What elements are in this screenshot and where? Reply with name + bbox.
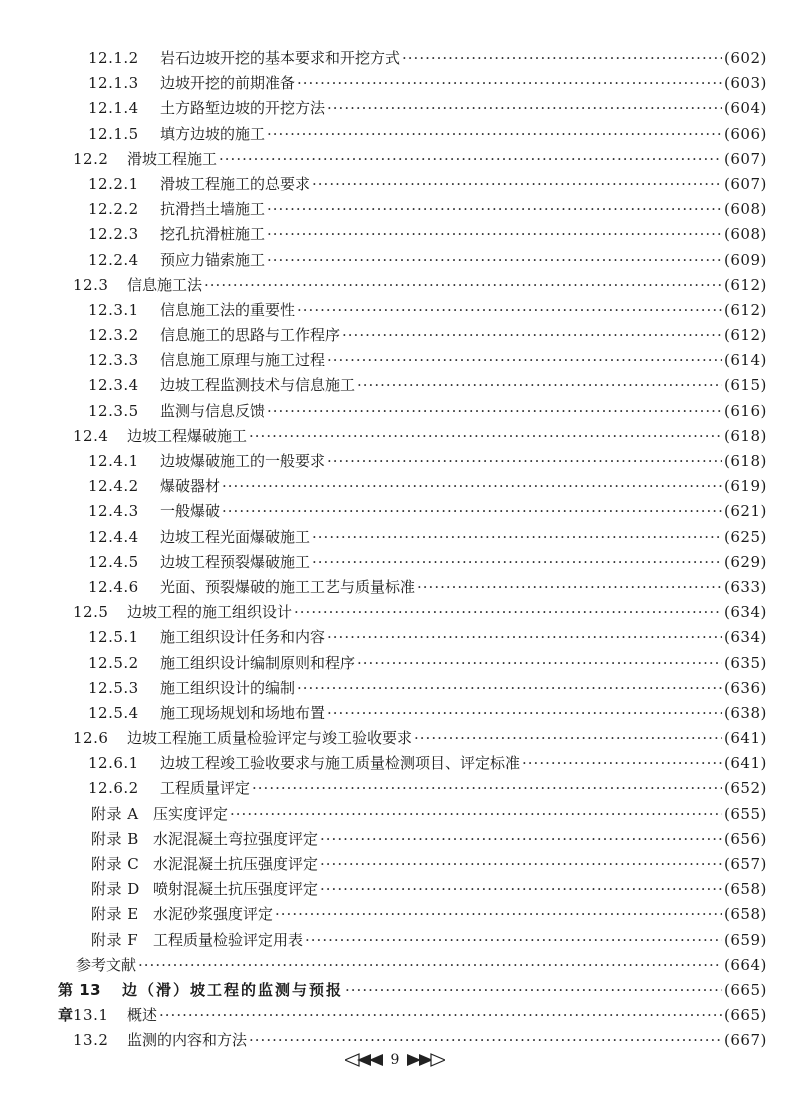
toc-entry[interactable] xyxy=(0,902,790,927)
dot-leader xyxy=(320,877,722,902)
toc-entry-page: (608) xyxy=(724,200,767,219)
toc-entry[interactable] xyxy=(0,273,790,298)
toc-entry-title: 监测的内容和方法 xyxy=(127,1031,248,1050)
toc-entry-title: 信息施工法 xyxy=(127,275,203,294)
toc-entry-page: (603) xyxy=(724,74,767,93)
dot-leader xyxy=(357,651,722,676)
toc-entry-title: 水泥混凝土抗压强度评定 xyxy=(153,855,319,873)
toc-entry-page: (638) xyxy=(724,703,767,722)
toc-entry-number: 12.1.3 xyxy=(88,74,139,93)
toc-entry-page: (608) xyxy=(724,225,767,244)
dot-leader xyxy=(327,449,722,474)
toc-entry-title: 信息施工原理与施工过程 xyxy=(160,351,326,370)
toc-entry[interactable] xyxy=(0,550,790,575)
dot-leader xyxy=(417,575,722,600)
toc-entry-title: 边坡工程爆破施工 xyxy=(127,426,248,445)
toc-entry-number: 12.4.4 xyxy=(88,527,139,546)
dot-leader xyxy=(204,273,722,298)
toc-entry-title: 信息施工法的重要性 xyxy=(160,300,296,319)
toc-entry[interactable] xyxy=(0,575,790,600)
toc-entry[interactable] xyxy=(0,1003,790,1028)
dot-leader xyxy=(267,399,722,424)
toc-entry-number: 12.2.3 xyxy=(88,225,139,244)
dot-leader xyxy=(297,71,722,96)
toc-entry-number: 13.2 xyxy=(73,1031,109,1050)
toc-entry[interactable] xyxy=(0,348,790,373)
dot-leader xyxy=(267,197,722,222)
toc-entry-number: 12.5.2 xyxy=(88,653,139,672)
toc-entry[interactable] xyxy=(0,474,790,499)
toc-entry-page: (636) xyxy=(724,678,767,697)
toc-entry[interactable] xyxy=(0,449,790,474)
toc-entry-title: 光面、预裂爆破的施工工艺与质量标准 xyxy=(160,577,416,596)
toc-entry-number: 附录 C xyxy=(91,855,140,873)
toc-entry[interactable] xyxy=(0,147,790,172)
toc-entry[interactable] xyxy=(0,424,790,449)
toc-entry-number: 12.3 xyxy=(73,275,109,294)
toc-entry-page: (618) xyxy=(724,426,767,445)
toc-entry-title: 边坡工程竣工验收要求与施工质量检测项目、评定标准 xyxy=(160,754,521,773)
toc-entry-title: 一般爆破 xyxy=(160,502,221,521)
toc-entry-title: 参考文献 xyxy=(76,955,137,974)
toc-entry[interactable] xyxy=(0,751,790,776)
toc-entry-page: (657) xyxy=(724,855,767,873)
toc-entry-number: 13.1 xyxy=(73,1006,109,1025)
toc-entry-number: 12.3.2 xyxy=(88,326,139,345)
toc-entry[interactable] xyxy=(0,197,790,222)
dot-leader xyxy=(267,122,722,147)
dot-leader xyxy=(267,248,722,273)
toc-entry-number: 12.2 xyxy=(73,149,109,168)
dot-leader xyxy=(345,978,722,1003)
toc-entry-title: 边（滑）坡工程的监测与预报 xyxy=(122,980,344,999)
toc-entry-page: (635) xyxy=(724,653,767,672)
toc-entry-title: 边坡工程预裂爆破施工 xyxy=(160,552,311,571)
dot-leader xyxy=(249,424,722,449)
toc-entry-page: (615) xyxy=(724,376,767,395)
dot-leader xyxy=(138,953,722,978)
toc-entry-title: 预应力锚索施工 xyxy=(160,250,266,269)
dot-leader xyxy=(414,726,722,751)
toc-entry[interactable] xyxy=(0,248,790,273)
toc-entry-title: 概述 xyxy=(127,1006,158,1025)
toc-entry-number: 12.4.5 xyxy=(88,552,139,571)
toc-entry[interactable] xyxy=(0,928,790,953)
toc-entry-number: 附录 E xyxy=(91,905,139,924)
toc-entry-page: (667) xyxy=(724,1031,767,1050)
toc-entry-number: 附录 F xyxy=(91,930,139,949)
toc-entry-page: (652) xyxy=(724,779,767,798)
dot-leader xyxy=(252,776,722,801)
dot-leader xyxy=(342,323,722,348)
toc-entry-title: 施工现场规划和场地布置 xyxy=(160,703,326,722)
toc-entry-page: (614) xyxy=(724,351,767,370)
toc-entry[interactable] xyxy=(0,600,790,625)
toc-entry-page: (659) xyxy=(724,930,767,949)
dot-leader xyxy=(357,373,722,398)
dot-leader xyxy=(312,525,722,550)
dot-leader xyxy=(222,474,722,499)
dot-leader xyxy=(222,499,722,524)
toc-entry[interactable] xyxy=(0,827,790,852)
toc-entry-number: 12.5.4 xyxy=(88,703,139,722)
toc-entry-number: 12.2.2 xyxy=(88,200,139,219)
toc-entry-page: (606) xyxy=(724,124,767,143)
toc-entry-page: (633) xyxy=(724,577,767,596)
toc-entry[interactable] xyxy=(0,877,790,902)
toc-entry-title: 水泥砂浆强度评定 xyxy=(153,905,274,924)
toc-entry-title: 水泥混凝土弯拉强度评定 xyxy=(153,829,319,848)
toc-entry-number: 12.1.2 xyxy=(88,49,139,67)
toc-entry-title: 滑坡工程施工 xyxy=(127,149,218,168)
toc-entry[interactable] xyxy=(0,625,790,650)
toc-entry-number: 12.1.4 xyxy=(88,99,139,118)
toc-entry-title: 岩石边坡开挖的基本要求和开挖方式 xyxy=(160,49,401,67)
toc-entry[interactable] xyxy=(0,1028,790,1053)
dot-leader xyxy=(275,902,722,927)
toc-entry[interactable] xyxy=(0,172,790,197)
toc-entry-number: 12.4.1 xyxy=(88,452,139,470)
toc-entry-page: (665) xyxy=(724,1006,767,1025)
left-arrows-icon xyxy=(345,1053,385,1067)
toc-entry[interactable] xyxy=(0,802,790,827)
toc-entry-number: 12.4.2 xyxy=(88,477,139,496)
right-arrows-icon xyxy=(405,1053,445,1067)
toc-entry-number: 12.1.5 xyxy=(88,124,139,143)
toc-entry-number: 12.3.5 xyxy=(88,401,139,420)
toc-entry[interactable] xyxy=(0,676,790,701)
toc-entry[interactable] xyxy=(0,651,790,676)
toc-entry-page: (665) xyxy=(724,980,767,999)
toc-entry-page: (618) xyxy=(724,452,767,470)
toc-entry-number: 12.3.4 xyxy=(88,376,139,395)
toc-entry-page: (658) xyxy=(724,905,767,924)
toc-entry-number: 附录 B xyxy=(91,829,139,848)
toc-entry-title: 填方边坡的施工 xyxy=(160,124,266,143)
toc-entry-page: (634) xyxy=(724,628,767,647)
toc-entry[interactable] xyxy=(0,46,790,71)
toc-entry-number: 12.6.2 xyxy=(88,779,139,798)
toc-entry-page: (658) xyxy=(724,880,767,899)
toc-entry[interactable] xyxy=(0,222,790,247)
toc-entry-number: 12.4.6 xyxy=(88,577,139,596)
dot-leader xyxy=(327,625,722,650)
toc-entry-title: 工程质量评定 xyxy=(160,779,251,798)
dot-leader xyxy=(294,600,722,625)
toc-entry[interactable] xyxy=(0,776,790,801)
toc-entry-title: 工程质量检验评定用表 xyxy=(153,930,304,949)
dot-leader xyxy=(312,550,722,575)
dot-leader xyxy=(219,147,722,172)
toc-entry-title: 挖孔抗滑桩施工 xyxy=(160,225,266,244)
toc-entry-title: 监测与信息反馈 xyxy=(160,401,266,420)
toc-entry[interactable] xyxy=(0,373,790,398)
dot-leader xyxy=(327,96,722,121)
dot-leader xyxy=(312,172,722,197)
dot-leader xyxy=(249,1028,722,1053)
toc-entry[interactable] xyxy=(0,499,790,524)
toc-entry-page: (641) xyxy=(724,754,767,773)
toc-entry-title: 施工组织设计编制原则和程序 xyxy=(160,653,356,672)
toc-entry-title: 抗滑挡土墙施工 xyxy=(160,200,266,219)
toc-entry[interactable] xyxy=(0,701,790,726)
toc-entry-number: 12.2.1 xyxy=(88,174,139,193)
toc-entry-title: 土方路堑边坡的开挖方法 xyxy=(160,99,326,118)
toc-entry-number: 12.5.1 xyxy=(88,628,139,647)
dot-leader xyxy=(297,298,722,323)
toc-entry-number: 12.2.4 xyxy=(88,250,139,269)
toc-entry-title: 施工组织设计的编制 xyxy=(160,678,296,697)
dot-leader xyxy=(522,751,722,776)
dot-leader xyxy=(267,222,722,247)
toc-entry-page: (604) xyxy=(724,99,767,118)
toc-entry-page: (607) xyxy=(724,149,767,168)
toc-entry-page: (612) xyxy=(724,300,767,319)
dot-leader xyxy=(327,701,722,726)
toc-entry-page: (634) xyxy=(724,603,767,622)
toc-entry-title: 压实度评定 xyxy=(153,804,229,823)
toc-entry-title: 滑坡工程施工的总要求 xyxy=(160,174,311,193)
toc-entry-page: (656) xyxy=(724,829,767,848)
toc-entry-page: (609) xyxy=(724,250,767,269)
toc-entry-title: 边坡工程施工质量检验评定与竣工验收要求 xyxy=(127,729,413,748)
toc-entry[interactable] xyxy=(0,953,790,978)
toc-entry[interactable] xyxy=(0,525,790,550)
toc-entry-page: (612) xyxy=(724,275,767,294)
toc-entry[interactable] xyxy=(0,71,790,96)
toc-entry-title: 边坡工程光面爆破施工 xyxy=(160,527,311,546)
toc-entry[interactable] xyxy=(0,399,790,424)
toc-entry-number: 12.5.3 xyxy=(88,678,139,697)
toc-entry-page: (625) xyxy=(724,527,767,546)
dot-leader xyxy=(402,46,722,71)
toc-entry-number: 12.5 xyxy=(73,603,109,622)
toc-entry-title: 边坡工程的施工组织设计 xyxy=(127,603,293,622)
toc-entry[interactable] xyxy=(0,96,790,121)
toc-entry-page: (607) xyxy=(724,174,767,193)
toc-entry-page: (641) xyxy=(724,729,767,748)
toc-entry-title: 喷射混凝土抗压强度评定 xyxy=(153,880,319,899)
toc-entry[interactable] xyxy=(0,122,790,147)
dot-leader xyxy=(320,827,722,852)
toc-entry-page: (664) xyxy=(724,955,767,974)
dot-leader xyxy=(305,928,722,953)
dot-leader xyxy=(297,676,722,701)
toc-entry[interactable] xyxy=(0,726,790,751)
dot-leader xyxy=(320,852,722,877)
toc-entry-title: 边坡爆破施工的一般要求 xyxy=(160,452,326,470)
toc-entry-number: 第 13 章 xyxy=(58,980,102,1025)
toc-entry-number: 附录 D xyxy=(91,880,140,899)
toc-entry-page: (602) xyxy=(724,49,767,67)
toc-entry-title: 边坡工程监测技术与信息施工 xyxy=(160,376,356,395)
toc-entry-number: 附录 A xyxy=(91,804,139,823)
toc-entry-number: 12.6 xyxy=(73,729,109,748)
toc-entry-number: 12.3.3 xyxy=(88,351,139,370)
toc-entry-title: 施工组织设计任务和内容 xyxy=(160,628,326,647)
toc-entry[interactable] xyxy=(0,852,790,877)
toc-entry-title: 边坡开挖的前期准备 xyxy=(160,74,296,93)
dot-leader xyxy=(327,348,722,373)
toc-entry-number: 12.6.1 xyxy=(88,754,139,773)
dot-leader xyxy=(159,1003,722,1028)
page-footer xyxy=(0,1052,790,1068)
toc-entry-page: (629) xyxy=(724,552,767,571)
toc-entry-number: 12.4 xyxy=(73,426,109,445)
table-of-contents xyxy=(0,46,790,1054)
toc-entry[interactable] xyxy=(0,323,790,348)
toc-entry-page: (619) xyxy=(724,477,767,496)
toc-entry-page: (612) xyxy=(724,326,767,345)
toc-entry-number: 12.4.3 xyxy=(88,502,139,521)
page-number: 9 xyxy=(390,1052,400,1068)
toc-entry-page: (616) xyxy=(724,401,767,420)
toc-entry-title: 爆破器材 xyxy=(160,477,221,496)
toc-entry-title: 信息施工的思路与工作程序 xyxy=(160,326,341,345)
toc-entry-number: 12.3.1 xyxy=(88,300,139,319)
dot-leader xyxy=(230,802,722,827)
toc-entry-page: (655) xyxy=(724,804,767,823)
toc-entry-page: (621) xyxy=(724,502,767,521)
toc-entry[interactable] xyxy=(0,298,790,323)
